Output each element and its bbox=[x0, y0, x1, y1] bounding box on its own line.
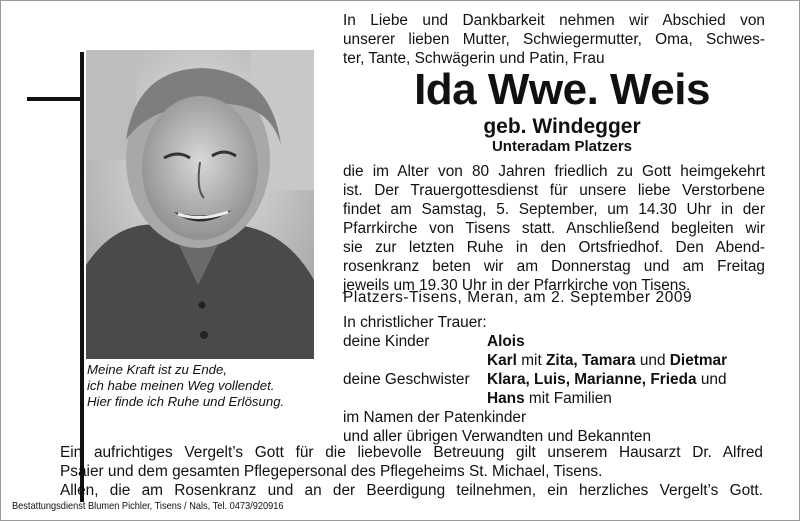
connector-text: und bbox=[635, 352, 670, 369]
maiden-name: geb. Windegger bbox=[483, 115, 641, 138]
cross-icon-bar bbox=[27, 97, 81, 101]
intro-line: unserer lieben Mutter, Schwiegermutter, Oma, Schwes- bbox=[343, 31, 765, 48]
connector-text: mit bbox=[516, 352, 547, 369]
body-line: Pfarrkirche von Tisens statt. Anschließend begleiten wir bbox=[343, 220, 765, 237]
quote-line: Hier finde ich Ruhe und Erlösung. bbox=[87, 394, 285, 409]
dateline: Platzers-Tisens, Meran, am 2. September 2009 bbox=[343, 289, 693, 306]
connector-text: und bbox=[696, 371, 727, 388]
quote-line: Meine Kraft ist zu Ende, bbox=[87, 362, 228, 377]
children-label: deine Kinder bbox=[343, 333, 430, 350]
thanks-line: Ein aufrichtiges Vergelt’s Gott für die liebevolle Betreuung gilt unserem Hausarzt Dr. Alfred bbox=[60, 444, 763, 461]
sibling-family-line bbox=[487, 390, 612, 408]
family-names: Zita, Tamara bbox=[546, 352, 636, 369]
portrait-icon bbox=[86, 50, 314, 359]
family-name: Dietmar bbox=[669, 352, 728, 369]
sibling-name: Hans bbox=[487, 390, 525, 407]
body-line: findet am Samstag, 5. September, um 14.30 Uhr in der bbox=[343, 201, 765, 218]
quote bbox=[87, 362, 327, 410]
body-line: sie zur letzten Ruhe in den Ortsfriedhof. Den Abend- bbox=[343, 239, 765, 256]
deceased-name: Ida Wwe. Weis bbox=[414, 65, 710, 114]
mourning-heading: In christlicher Trauer: bbox=[343, 314, 487, 331]
portrait-photo bbox=[86, 50, 314, 359]
cross-icon bbox=[80, 52, 84, 502]
siblings-line bbox=[487, 371, 727, 389]
sibling-names: Klara, Luis, Marianne, Frieda bbox=[487, 371, 697, 388]
siblings-label: deine Geschwister bbox=[343, 371, 470, 388]
body-line: ist. Der Trauergottesdienst für unsere liebe Verstorbene bbox=[343, 182, 765, 199]
body-line: rosenkranz beten wir am Donnerstag und am Freitag bbox=[343, 258, 765, 275]
funeral-service-credit: Bestattungsdienst Blumen Pichler, Tisens / Nals, Tel. 0473/920916 bbox=[12, 500, 284, 512]
child-family-line bbox=[487, 352, 727, 370]
connector-text: mit Familien bbox=[524, 390, 612, 407]
child-name: Alois bbox=[487, 333, 525, 350]
body-line: jeweils um 19.30 Uhr in der Pfarrkirche von Tisens. bbox=[343, 277, 691, 294]
quote-line: ich habe meinen Weg vollendet. bbox=[87, 378, 275, 393]
body-line: die im Alter von 80 Jahren friedlich zu Gott heimgekehrt bbox=[343, 163, 765, 180]
thanks-line: Psaier und dem gesamten Pflegepersonal des Pflegeheims St. Michael, Tisens. bbox=[60, 463, 603, 480]
relatives-line: und aller übrigen Verwandten und Bekannten bbox=[343, 428, 652, 445]
residence: Unteradam Platzers bbox=[491, 138, 633, 155]
intro-line: ter, Tante, Schwägerin und Patin, Frau bbox=[343, 50, 605, 67]
godchildren-line: im Namen der Patenkinder bbox=[343, 409, 527, 426]
thanks-line: Allen, die am Rosenkranz und an der Beerdigung teilnehmen, ein herzliches Vergelt’s Gott. bbox=[60, 482, 763, 499]
child-name: Karl bbox=[487, 352, 517, 369]
intro-line: In Liebe und Dankbarkeit nehmen wir Abschied von bbox=[343, 12, 765, 29]
